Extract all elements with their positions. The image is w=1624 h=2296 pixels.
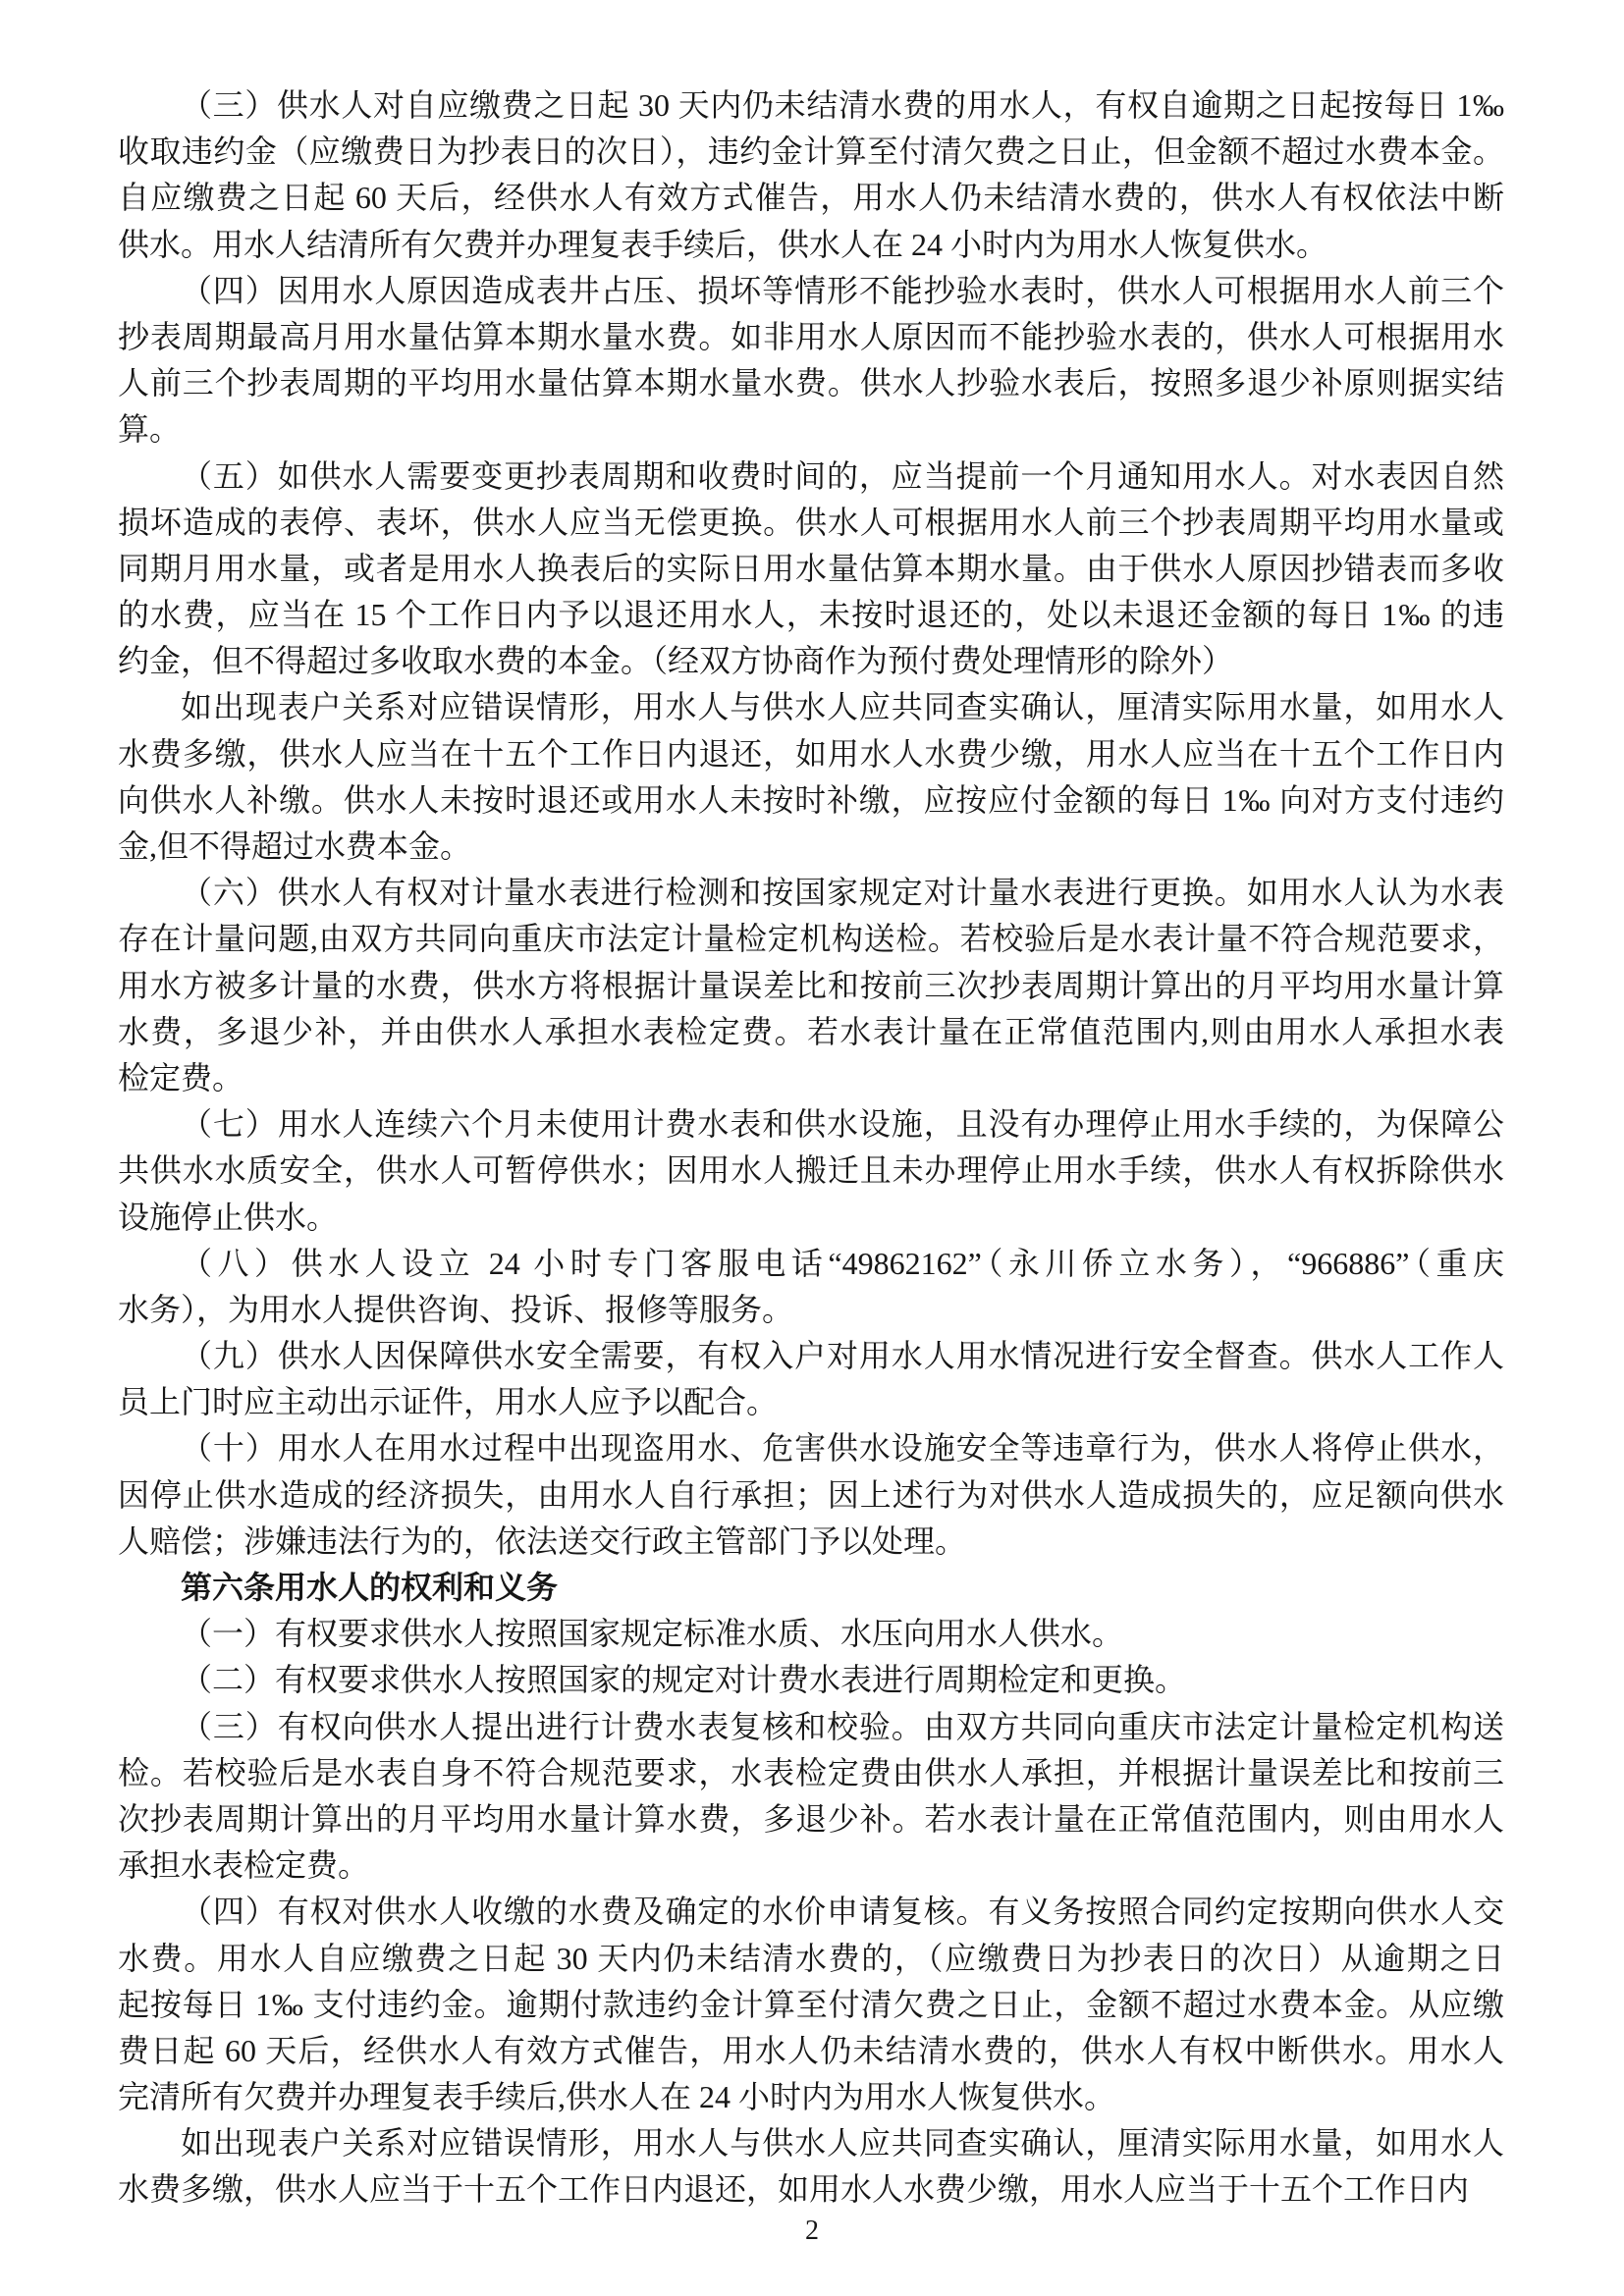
text-line: 收取违约金（应缴费日为抄表日的次日），违约金计算至付清欠费之日止，但金额不超过水费本金。 bbox=[118, 133, 1504, 170]
page-number: 2 bbox=[805, 2216, 819, 2246]
text-line: 如出现表户关系对应错误情形，用水人与供水人应共同查实确认，厘清实际用水量，如用水人 bbox=[181, 2125, 1504, 2162]
supplier-item-9 bbox=[118, 1333, 1504, 1425]
text-line: 损坏造成的表停、表坏，供水人应当无偿更换。供水人可根据用水人前三个抄表周期平均用水量或 bbox=[118, 504, 1504, 540]
text-line: （十）用水人在用水过程中出现盗用水、危害供水设施安全等违章行为，供水人将停止供水， bbox=[181, 1430, 1504, 1467]
text-line: 如出现表户关系对应错误情形，用水人与供水人应共同查实确认，厘清实际用水量，如用水人 bbox=[181, 689, 1504, 725]
text-line: （七）用水人连续六个月未使用计费水表和供水设施，且没有办理停止用水手续的，为保障公 bbox=[181, 1106, 1504, 1143]
text-line: 同期月用水量，或者是用水人换表后的实际日用水量估算本期水量。由于供水人原因抄错表而多收 bbox=[118, 550, 1504, 586]
user-item-1 bbox=[118, 1611, 1504, 1657]
text-line: 员上门时应主动出示证件，用水人应予以配合。 bbox=[118, 1384, 779, 1420]
contract-text bbox=[118, 82, 1504, 2214]
text-line: 完清所有欠费并办理复表手续后,供水人在 24 小时内为用水人恢复供水。 bbox=[118, 2079, 1116, 2115]
user-item-2 bbox=[118, 1657, 1504, 1703]
article-6-heading bbox=[118, 1565, 1504, 1611]
supplier-item-10 bbox=[118, 1425, 1504, 1565]
user-item-3 bbox=[118, 1704, 1504, 1890]
supplier-item-7 bbox=[118, 1101, 1504, 1241]
text-line: 向供水人补缴。供水人未按时退还或用水人未按时补缴，应按应付金额的每日 1‰ 向对方支付违约 bbox=[118, 781, 1504, 818]
note-meter-account-mismatch bbox=[118, 684, 1504, 870]
supplier-item-8 bbox=[118, 1241, 1504, 1333]
text-line: 金,但不得超过水费本金。 bbox=[118, 828, 472, 864]
text-line: 水费多缴，供水人应当在十五个工作日内退还，如用水人水费少缴，用水人应当在十五个工作日内 bbox=[118, 735, 1504, 772]
supplier-item-4 bbox=[118, 268, 1504, 454]
text-line: （三）供水人对自应缴费之日起 30 天内仍未结清水费的用水人，有权自逾期之日起按每日 1‰ bbox=[181, 87, 1504, 123]
supplier-item-5 bbox=[118, 454, 1504, 685]
text-line: 共供水水质安全，供水人可暂停供水；因用水人搬迁且未办理停止用水手续，供水人有权拆除供水 bbox=[118, 1152, 1504, 1189]
text-line: 水费多缴，供水人应当于十五个工作日内退还，如用水人水费少缴，用水人应当于十五个工作日内 bbox=[118, 2171, 1470, 2208]
text-line: 检定费。 bbox=[118, 1059, 244, 1095]
text-line: 用水方被多计量的水费，供水方将根据计量误差比和按前三次抄表周期计算出的月平均用水量计算 bbox=[118, 967, 1504, 1003]
text-line: （三）有权向供水人提出进行计费水表复核和校验。由双方共同向重庆市法定计量检定机构送 bbox=[181, 1708, 1504, 1744]
text-line: 人前三个抄表周期的平均用水量估算本期水量水费。供水人抄验水表后，按照多退少补原则据实结 bbox=[118, 365, 1504, 401]
text-line: 次抄表周期计算出的月平均用水量计算水费，多退少补。若水表计量在正常值范围内，则由用水人 bbox=[118, 1800, 1504, 1837]
text-line: 费日起 60 天后，经供水人有效方式催告，用水人仍未结清水费的，供水人有权中断供水。用水人 bbox=[118, 2032, 1504, 2068]
text-line: 供水。用水人结清所有欠费并办理复表手续后，供水人在 24 小时内为用水人恢复供水。 bbox=[118, 226, 1328, 262]
text-line: 承担水表检定费。 bbox=[118, 1847, 370, 1884]
text-line: 水务），为用水人提供咨询、投诉、报修等服务。 bbox=[118, 1291, 794, 1327]
text-line: （六）供水人有权对计量水表进行检测和按国家规定对计量水表进行更换。如用水人认为水表 bbox=[181, 875, 1504, 911]
supplier-item-6 bbox=[118, 870, 1504, 1101]
text-line: （二）有权要求供水人按照国家的规定对计费水表进行周期检定和更换。 bbox=[181, 1662, 1187, 1698]
text-line: 设施停止供水。 bbox=[118, 1199, 339, 1235]
text-line: 存在计量问题,由双方共同向重庆市法定计量检定机构送检。若校验后是水表计量不符合规范要求， bbox=[118, 921, 1504, 957]
text-line: （八）供水人设立 24 小时专门客服电话“49862162”（永川侨立水务），“966886”（重庆 bbox=[181, 1245, 1504, 1281]
text-line: 的水费，应当在 15 个工作日内予以退还用水人，未按时退还的，处以未退还金额的每日 1‰ 的违 bbox=[118, 597, 1504, 633]
text-line: 因停止供水造成的经济损失，由用水人自行承担；因上述行为对供水人造成损失的，应足额向供水 bbox=[118, 1476, 1504, 1513]
supplier-item-3 bbox=[118, 82, 1504, 268]
user-item-4 bbox=[118, 1889, 1504, 2120]
text-line: 水费。用水人自应缴费之日起 30 天内仍未结清水费的，（应缴费日为抄表日的次日）从逾期之日 bbox=[118, 1940, 1504, 1976]
text-line: 人赔偿；涉嫌违法行为的，依法送交行政主管部门予以处理。 bbox=[118, 1522, 967, 1559]
text-line: 抄表周期最高月用水量估算本期水量水费。如非用水人原因而不能抄验水表的，供水人可根据用水 bbox=[118, 318, 1504, 354]
text-line: （四）因用水人原因造成表井占压、损坏等情形不能抄验水表时，供水人可根据用水人前三个 bbox=[181, 272, 1504, 308]
text-line: 自应缴费之日起 60 天后，经供水人有效方式催告，用水人仍未结清水费的，供水人有权依法中断 bbox=[118, 180, 1504, 216]
text-line: 水费，多退少补，并由供水人承担水表检定费。若水表计量在正常值范围内,则由用水人承担水表 bbox=[118, 1013, 1504, 1049]
text-line: 起按每日 1‰ 支付违约金。逾期付款违约金计算至付清欠费之日止，金额不超过水费本金。从应缴 bbox=[118, 1986, 1504, 2022]
text-line: （五）如供水人需要变更抄表周期和收费时间的，应当提前一个月通知用水人。对水表因自然 bbox=[181, 457, 1504, 494]
text-line: （一）有权要求供水人按照国家规定标准水质、水压向用水人供水。 bbox=[181, 1616, 1124, 1652]
text-line: 第六条用水人的权利和义务 bbox=[181, 1570, 559, 1605]
text-line: （四）有权对供水人收缴的水费及确定的水价申请复核。有义务按照合同约定按期向供水人交 bbox=[181, 1894, 1504, 1930]
text-line: 约金，但不得超过多收取水费的本金。（经双方协商作为预付费处理情形的除外） bbox=[118, 643, 1234, 679]
text-line: 检。若校验后是水表自身不符合规范要求，水表检定费由供水人承担，并根据计量误差比和按前三 bbox=[118, 1754, 1504, 1790]
text-line: （九）供水人因保障供水安全需要，有权入户对用水人用水情况进行安全督查。供水人工作人 bbox=[181, 1338, 1504, 1374]
text-line: 算。 bbox=[118, 411, 182, 448]
note-meter-account-mismatch-2 bbox=[118, 2120, 1504, 2213]
